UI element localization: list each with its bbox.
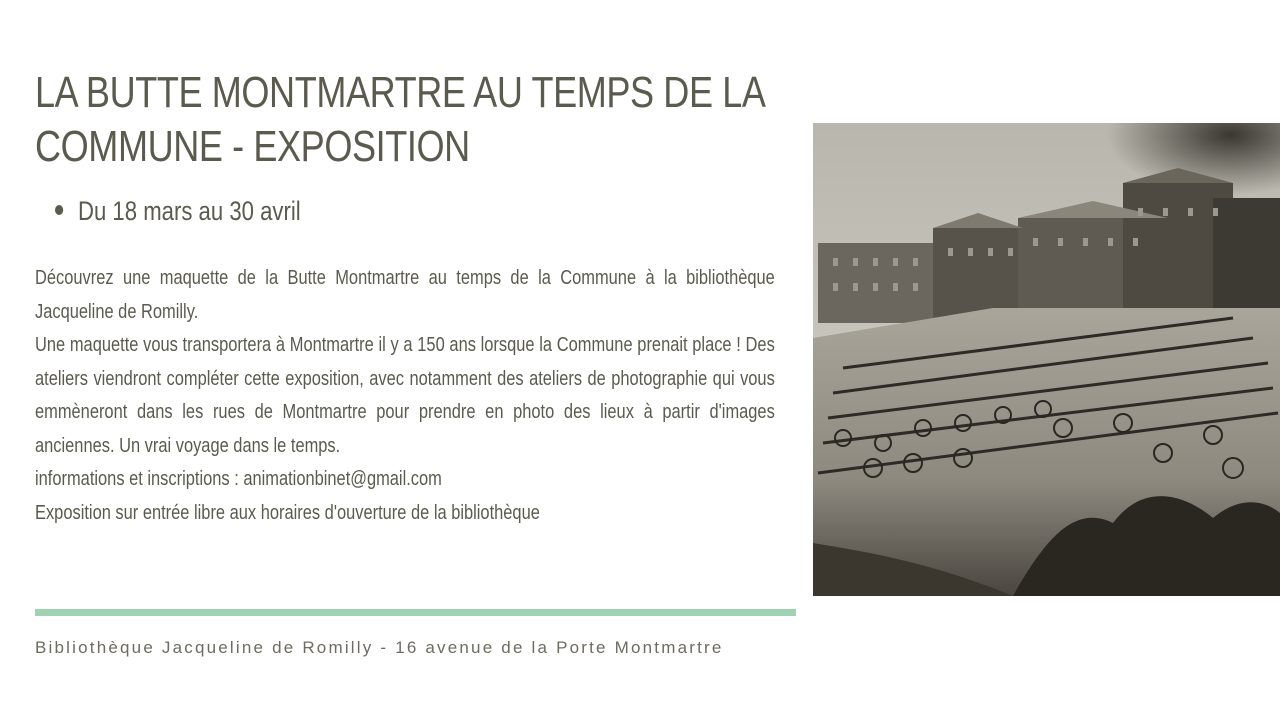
dates-text: Du 18 mars au 30 avril bbox=[77, 196, 301, 226]
dates-list bbox=[55, 194, 301, 228]
title-line-1: LA BUTTE MONTMARTRE AU TEMPS DE LA bbox=[35, 68, 766, 117]
description-text bbox=[35, 262, 775, 530]
dates-list-item bbox=[55, 194, 301, 228]
page-title bbox=[35, 66, 766, 174]
accent-divider bbox=[35, 609, 796, 616]
historic-photo bbox=[813, 123, 1280, 596]
historic-photo-illustration bbox=[813, 123, 1280, 596]
title-line-2: COMMUNE - EXPOSITION bbox=[35, 122, 470, 171]
contact-info: informations et inscriptions : animationbinet@gmail.com bbox=[35, 468, 442, 490]
description-paragraph-2: Une maquette vous transportera à Montmartre il y a 150 ans lorsque la Commune prenait place ! Des ateliers viendront compléter cette exposition, avec notamment des ateliers de photographie qui vous emmèneront dans les rues de Montmartre pour prendre en photo des lieux à partir d'images anciennes. Un vrai voyage dans le temps. bbox=[35, 334, 775, 457]
footer-address: Bibliothèque Jacqueline de Romilly - 16 avenue de la Porte Montmartre bbox=[35, 638, 724, 657]
description-paragraph-1: Découvrez une maquette de la Butte Montmartre au temps de la Commune à la bibliothèque Jacqueline de Romilly. bbox=[35, 267, 775, 323]
access-info: Exposition sur entrée libre aux horaires d'ouverture de la bibliothèque bbox=[35, 501, 540, 524]
bullet-icon bbox=[55, 205, 63, 215]
